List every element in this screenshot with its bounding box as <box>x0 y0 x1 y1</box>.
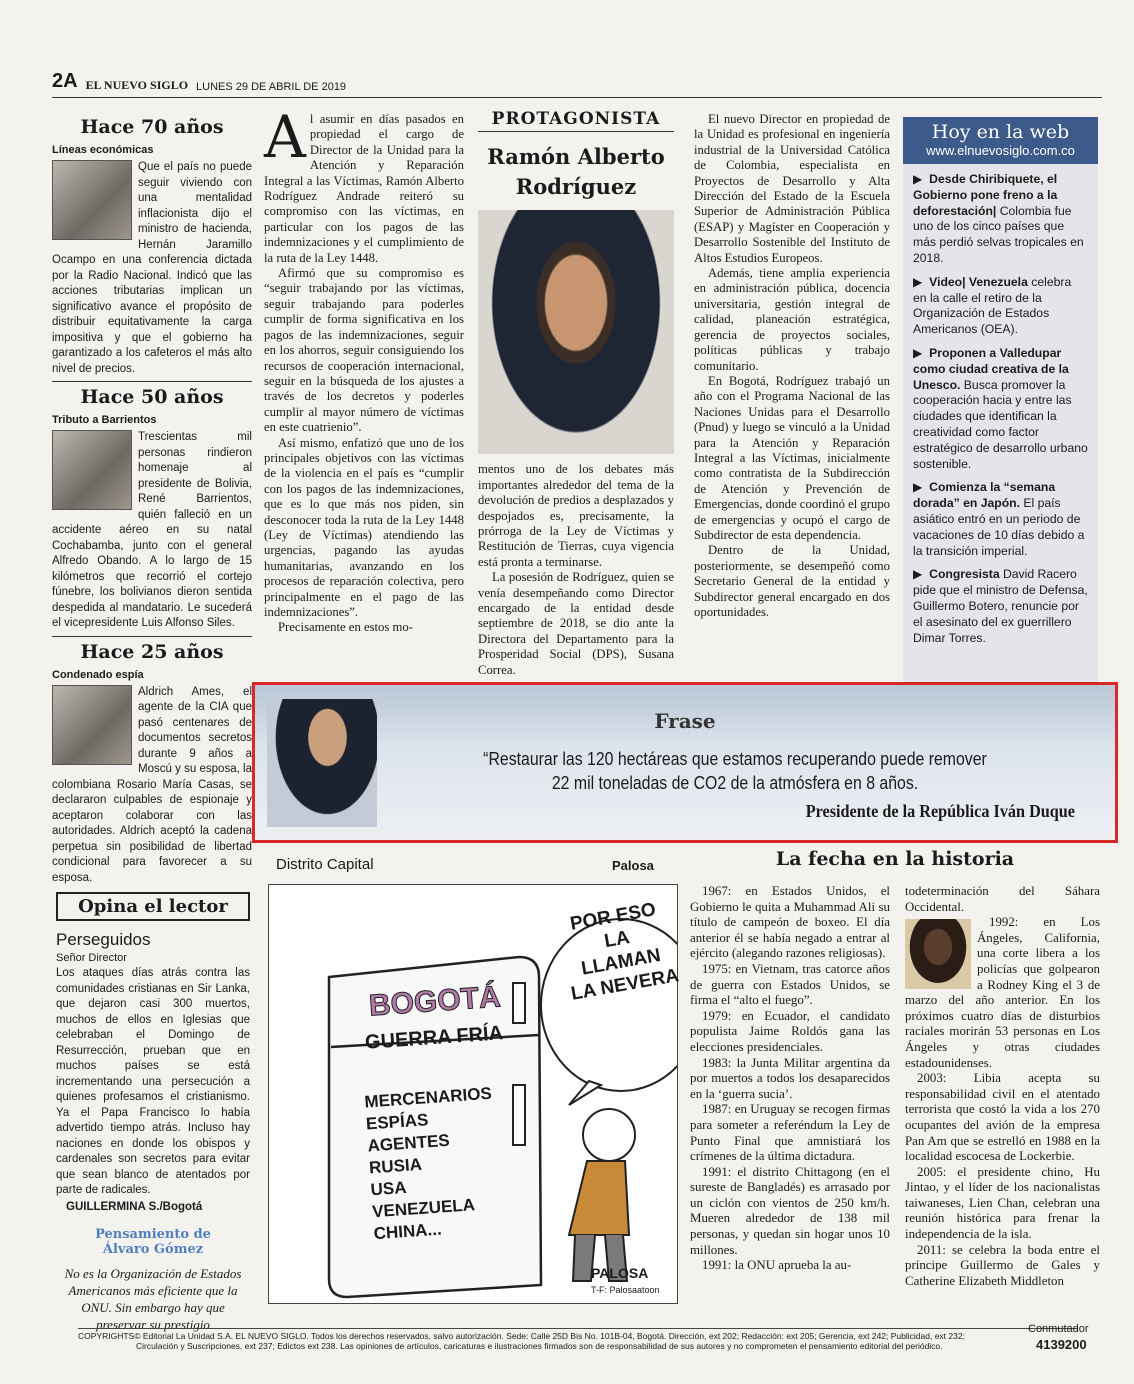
history-entry: 2003: Libia acepta su responsabilidad civil en el atentado terrorista que costó la vida a los 270 ocupantes del avión de la empresa Pan Am que se estrelló en 1988 en la localidad escocesa de Lockerbie. <box>905 1071 1100 1164</box>
article-paragraph: Además, tiene amplia experiencia en administración pública, docencia universitaria, gestión integral de calidad, planeación estratégica, gerencia de proyectos sociales, políticas públicas y trabajo comunitario. <box>694 266 890 373</box>
hace-70-text: Que el país no puede seguir viviendo con una mentalidad inflacionista dijo el ministro de hacienda, Hernán Jaramillo Ocampo en una conferencia dictada por la Radio Nacional. Indicó que las acciones tributarias implican un significativo avance el propósito de distribuir equitativamente la carga impositiva y que el gobierno ha garantizado a los cafeteros el más alto nivel de precios. <box>52 161 252 375</box>
page-footer <box>78 1323 1089 1352</box>
web-item: ▶ Congresista David Racero pide que el ministro de Defensa, Guillermo Botero, renuncie por el asesinato del ex guerrillero Dimar Torres. <box>913 567 1088 645</box>
hace-25-subheading: Condenado espía <box>52 668 144 681</box>
history-heading: La fecha en la historia <box>775 848 1015 870</box>
fridge-title: BOGOTÁ <box>367 980 502 1023</box>
article-paragraph: Precisamente en estos mo- <box>278 620 413 635</box>
footer-line-1: COPYRIGHTS© Editorial La Unidad S.A. EL NUEVO SIGLO. Todos los derechos reservados, salvo autorización. Sede: Calle 25D Bis No. 101B-04, Bogotá. Dirección, ext 202; Redacción: ext 205; Gerencia, ext 242; Publicidad, ext 232; <box>78 1331 965 1341</box>
fridge-list: MERCENARIOS ESPÍAS AGENTES RUSIA USA VENEZUELA CHINA... <box>363 1083 493 1244</box>
history-entry: 1987: en Uruguay se recogen firmas para someter a referéndum la Ley de Punto Final que amnistiará los crímenes de la última dictadura. <box>690 1102 890 1164</box>
cartoon-drawing <box>268 884 681 1304</box>
protagonist-name: Ramón Alberto Rodríguez <box>487 144 665 200</box>
history-entry: 2011: se celebra la boda entre el príncipe Guillermo de Gales y Catherine Elizabeth Middleton <box>905 1242 1100 1288</box>
history-column-1 <box>690 884 890 1274</box>
speech-bubble-text: POR ESO LA LLAMAN LA NEVERA <box>568 899 681 1005</box>
history-entry: 1975: en Vietnam, tras catorce años de guerra con Estados Unidos, se firma el “alto el fuego”. <box>690 961 890 1008</box>
newspaper-name: EL NUEVO SIGLO <box>85 78 189 92</box>
hace-70-subheading: Líneas económicas <box>52 144 154 156</box>
letter-salute: Señor Director <box>56 952 127 964</box>
switchboard-number: 4139200 <box>1036 1337 1087 1352</box>
history-briefs-column <box>52 112 252 886</box>
quote-title: Frase <box>654 709 716 733</box>
hace-50-heading: Hace 50 años <box>80 386 224 408</box>
web-item: ▶ Proponen a Valledupar como ciudad creativa de la Unesco. Busca promover la cooperación hacia y entre las ciudades que identifican la creatividad como factor estratégico de desarrollo urbano sostenible. <box>913 345 1088 471</box>
article-paragraph: l asumir en días pasados en propiedad el cargo de Director de la Unidad para la Atención y Reparación Integral a las Víctimas, Ramón Alberto Rodríguez Andrade reiteró su compromiso con las víctimas, en particular con los pagos de las indemnizaciones y el cumplimiento de la ruta de la Ley 1448. <box>264 112 464 265</box>
protagonist-photo <box>478 210 674 454</box>
letter-body: Los ataques días atrás contra las comunidades cristianas en Sir Lanka, que dejaron casi 300 muertos, muchos de ellos en Iglesias que celebraban el Domingo de Resurrección, prueban que en muchos países se está incrementando una persecución a quienes profesamos el cristianismo. Ya el Papa Francisco lo había advertido tiempo atrás. Incluso hay naciones en donde los obispos y cardenales son secretos para evitar que sean blanco de atentados por parte de radicales. <box>56 967 250 1196</box>
page-header <box>52 68 1102 98</box>
hace-70-heading: Hace 70 años <box>80 116 224 138</box>
footer-line-2: Circulación y Suscripciones, ext 237; Edictos ext 238. Las opiniones de artículos, caricaturas e ilustraciones firmados son de responsabilidad de sus autores y no comprometen el pensamiento editorial del periódico. <box>136 1341 943 1351</box>
hace-50-subheading: Tributo a Barrientos <box>52 414 157 426</box>
article-paragraph: La posesión de Rodríguez, quien se venía desempeñando como Director encargado de la entidad desde septiembre de 2018, se dio ante la Directora del Departamento para la Prosperidad Social (DPS), Susana Correa. <box>478 570 674 677</box>
portrait-photo <box>52 160 132 240</box>
thought-quote: No es la Organización de Estados Americanos más eficiente que la ONU. Sin embargo hay que preservar su prestigio <box>64 1265 242 1332</box>
hace-50-text: Trescientas mil personas rindieron homenaje al presidente de Bolivia, René Barrientos, quién falleció en un accidente aéreo en su natal Cochabamba, junto con el general Alfredo Obando. A lo largo de 15 kilómetros que recorrió el cortejo fúnebre, los bolivianos dieron sentida despedida al mandatario. Le sucederá el vicepresidente Luis Alfonso Siles. <box>52 431 252 629</box>
article-column-3 <box>694 112 890 620</box>
history-entry: 1983: la Junta Militar argentina da por muertos a todos los desaparecidos en la ‘guerra sucia’. <box>690 1055 890 1101</box>
switchboard-label: Conmutador <box>1028 1323 1089 1335</box>
web-item: ▶ Desde Chiribiquete, el Gobierno pone freno a la deforestación| Colombia fue uno de los cinco países que más perdió selvas tropicales en 2018. <box>913 172 1084 265</box>
history-entry: 1992: en Los Ángeles, California, una corte libera a los policías que golpearon a Rodney King el 3 de marzo del año anterior. En los próximos cuatro días de disturbios raciales morirán 53 personas en Los Ángeles y otras ciudades estadounidenses. <box>905 915 1100 1070</box>
web-box-title: Hoy en la web <box>931 121 1070 143</box>
history-entry: 1979: en Ecuador, el candidato populista Jaime Roldós gana las elecciones presidenciales. <box>690 1008 890 1054</box>
opina-heading: Opina el lector <box>56 892 250 921</box>
reader-letter <box>56 930 250 1333</box>
portrait-photo <box>52 685 132 765</box>
hace-25-text: Aldrich Ames, el agente de la CIA que pasó centenares de documentos secretos durante 9 años a Moscú y su esposa, la colombiana Rosario María Casas, se declararon culpables de espionaje y aceptaron colaborar con las autoridades. Aldrich aceptó la cadena perpetua sin posibilidad de libertad condicional para favorecer a su esposa. <box>52 685 252 884</box>
web-highlights-box <box>903 117 1098 683</box>
hace-25-heading: Hace 25 años <box>80 640 224 663</box>
history-entry: 1991: el distrito Chittagong (en el sureste de Bangladés) es arrasado por un ciclón con vientos de 250 km/h. Mueren alrededor de 138 mil personas, y quedan sin hogar unos 10 millones. <box>690 1164 890 1257</box>
web-item: ▶ Video| Venezuela celebra en la calle el retiro de la Organización de Estados Americanos (OEA). <box>913 274 1072 337</box>
article-paragraph: mentos uno de los debates más importantes alrededor del tema de la devolución de predios a desplazados y despojados es, precisamente, la prórroga de la Ley de Víctimas y Restitución de Tierras, cuya vigencia está pronta a terminarse. <box>478 462 674 569</box>
letter-headline: Perseguidos <box>56 930 151 949</box>
article-paragraph: Dentro de la Unidad, posteriormente, se desempeñó como Secretario General de la entidad y Subdirector general encargado en dos oportunidades. <box>694 543 890 619</box>
cartoon-credit: T-F: Palosaatoon <box>591 1285 660 1295</box>
portrait-photo <box>52 430 132 510</box>
web-box-header <box>903 117 1098 164</box>
issue-date: LUNES 29 DE ABRIL DE 2019 <box>196 81 347 93</box>
protagonista-label: PROTAGONISTA <box>478 112 674 132</box>
article-paragraph: Así mismo, enfatizó que uno de los principales objetivos con las víctimas de la violencia en el país es “cumplir con los pagos de las indemnizaciones, que es lo que más nos piden, sin desconocer toda la ruta de la Ley 1448 (Ley de Víctimas) atendiendo las urgencias, pagando las ayudas humanitarias, avanzando en los procesos de reparación colectiva, pero principalmente en el pago de las indemnizaciones”. <box>264 435 464 619</box>
article-paragraph: El nuevo Director en propiedad de la Unidad es profesional en ingeniería industrial de la Universidad Católica de Colombia, especialista en Proyectos de Desarrollo y Alta Dirección del Estado de la Escuela Superior de Administración Pública (ESAP) y Magíster en Cooperación y Desarrollo Sostenible del Instituto de Altos Estudios Europeos. <box>694 112 890 265</box>
quote-box <box>252 682 1118 843</box>
protagonista-column <box>478 109 674 678</box>
letter-signature: GUILLERMINA S./Bogotá <box>66 1200 203 1213</box>
drop-cap: A <box>264 103 306 171</box>
rodney-king-photo <box>905 919 971 989</box>
cartoonist-signature: PALOSA <box>591 1265 649 1281</box>
history-column-2 <box>905 884 1100 1289</box>
history-entry: 2005: el presidente chino, Hu Jintao, y el líder de los nacionalistas taiwaneses, Lien Chan, celebran una reunión histórica para frenar la independencia de la isla. <box>905 1164 1100 1242</box>
history-entry: todeterminación del Sáhara Occidental. <box>905 884 1100 914</box>
web-item: ▶ Comienza la “semana dorada” en Japón. El país asiático entró en un periodo de vacaciones de 10 días debido a la transición imperial. <box>913 480 1085 558</box>
article-paragraph: En Bogotá, Rodríguez trabajó un año con el Programa Nacional de las Naciones Unidas para el Desarrollo (Pnud) y luego se vinculó a la Unidad para la Atención y Reparación Integral a las Víctimas, inicialmente como contratista de la Subdirección de Atención y Prevención de Emergencias, donde coordinó el grupo de emergencias y ocupó el cargo de Subdirector de esta dependencia. <box>694 373 891 542</box>
fridge-subtitle: GUERRA FRÍA <box>364 1022 504 1054</box>
cartoon-section <box>268 854 681 1306</box>
article-column-1 <box>264 103 464 636</box>
website-url: www.elnuevosiglo.com.co <box>926 143 1075 158</box>
thought-title: Pensamiento de Álvaro Gómez <box>95 1226 211 1257</box>
history-entry: 1967: en Estados Unidos, el Gobierno le quita a Muhammad Ali su título de campeón de boxeo. El día anterior él se había negado a entrar al ejército (alegando razones religiosas). <box>690 884 890 961</box>
cartoon-author: Palosa <box>612 858 654 873</box>
quote-author: Presidente de la República Iván Duque <box>805 801 1075 821</box>
article-paragraph: Afirmó que su compromiso es “seguir trabajando por las víctimas, seguir trabajando para poderles cumplir de forma significativa en los pagos de las indemnizaciones, seguir en los ahorros, seguir consiguiendo los recursos de cooperación internacional, seguir en la búsqueda de los ajustes a través de los decretos y poderles cumplir al mayor número de víctimas en este cuatrienio”. <box>264 266 464 435</box>
history-entry: 1991: la ONU aprueba la au- <box>702 1258 852 1273</box>
cartoon-label: Distrito Capital <box>276 856 374 873</box>
quote-text: “Restaurar las 120 hectáreas que estamos recuperando puede remover 22 mil toneladas de CO2 de la atmósfera en 8 años. <box>483 749 987 793</box>
page-number: 2A <box>52 70 78 92</box>
